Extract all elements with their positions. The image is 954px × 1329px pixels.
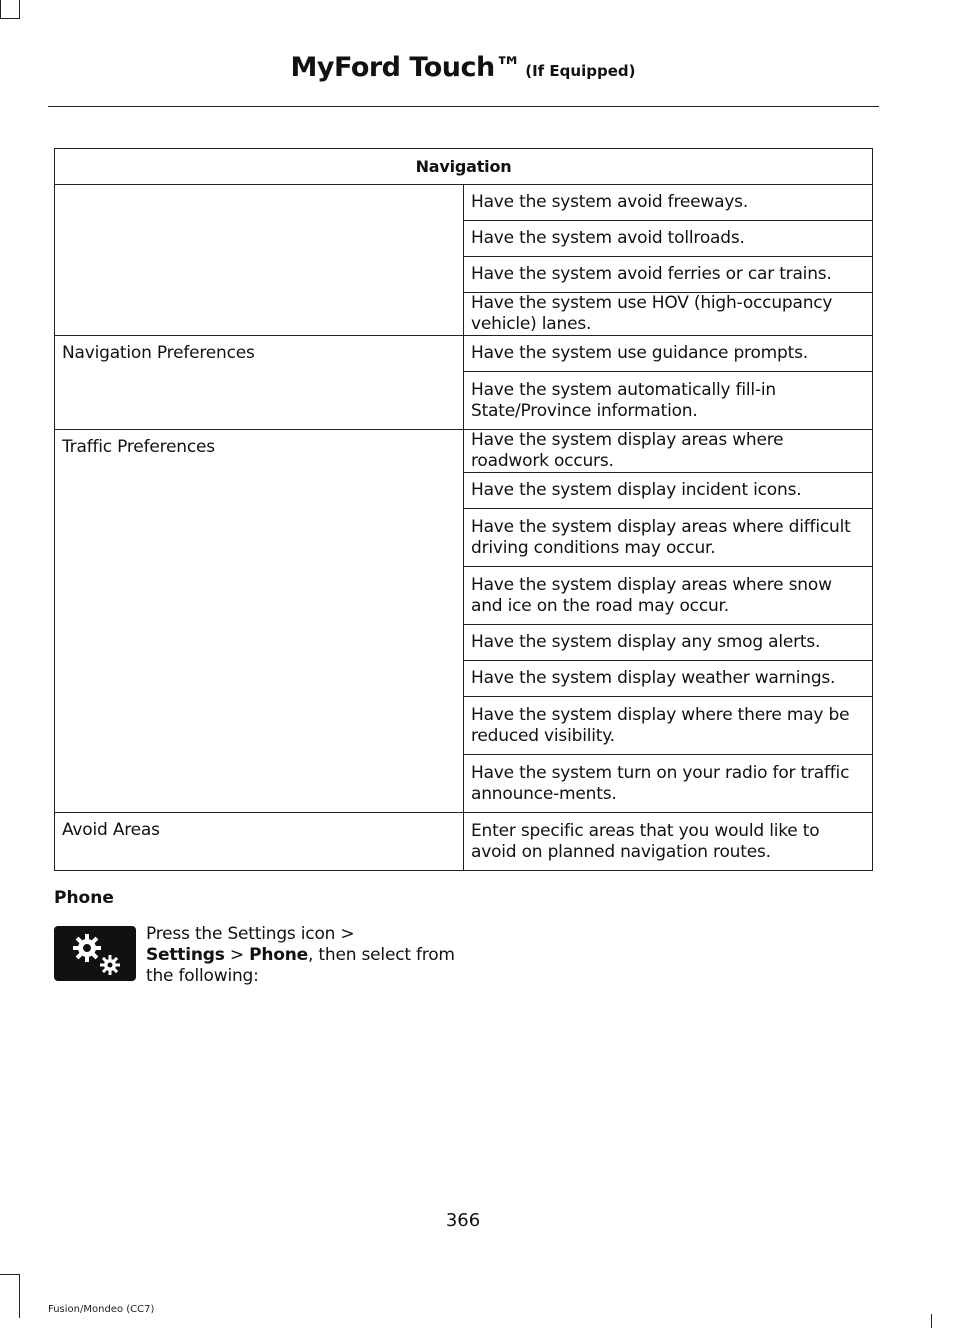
table-row bbox=[55, 430, 873, 473]
option-cell: Have the system automatically fill-in State/Province information. bbox=[464, 372, 873, 430]
option-cell: Have the system display areas where snow and ice on the road may occur. bbox=[464, 567, 873, 625]
option-cell: Have the system avoid tollroads. bbox=[464, 221, 873, 257]
option-cell: Have the system display any smog alerts. bbox=[464, 625, 873, 661]
header-title: MyFord Touch™ bbox=[290, 52, 522, 83]
crop-mark bbox=[0, 0, 1, 18]
settings-label: Settings bbox=[146, 945, 225, 965]
menu-separator: > bbox=[229, 945, 244, 965]
crop-mark bbox=[931, 1314, 932, 1328]
table-heading: Navigation bbox=[55, 149, 873, 185]
phone-instruction bbox=[146, 924, 466, 987]
instruction-prefix: Press the Settings icon > bbox=[146, 924, 355, 944]
table-row bbox=[55, 185, 873, 221]
category-cell: Traffic Preferences bbox=[55, 430, 464, 813]
option-cell: Have the system use guidance prompts. bbox=[464, 336, 873, 372]
option-cell: Have the system display weather warnings. bbox=[464, 661, 873, 697]
category-cell: Navigation Preferences bbox=[55, 336, 464, 430]
page-number: 366 bbox=[445, 1210, 481, 1231]
settings-gears-icon bbox=[54, 926, 136, 981]
page-header bbox=[0, 52, 926, 83]
header-subtitle: (If Equipped) bbox=[525, 62, 636, 80]
table-row bbox=[55, 813, 873, 871]
navigation-table bbox=[54, 148, 873, 871]
option-cell: Have the system avoid freeways. bbox=[464, 185, 873, 221]
option-cell: Have the system display where there may be reduced visibility. bbox=[464, 697, 873, 755]
crop-mark bbox=[0, 18, 20, 19]
option-cell: Have the system display incident icons. bbox=[464, 473, 873, 509]
footer-model: Fusion/Mondeo (CC7) bbox=[48, 1304, 155, 1315]
header-divider bbox=[48, 106, 879, 107]
option-cell: Have the system avoid ferries or car trains. bbox=[464, 257, 873, 293]
table-row bbox=[55, 336, 873, 372]
instruction-suffix: , then select from the following: bbox=[146, 945, 455, 986]
table-body bbox=[55, 185, 873, 871]
crop-mark bbox=[19, 0, 20, 19]
option-cell: Enter specific areas that you would like to avoid on planned navigation routes. bbox=[464, 813, 873, 871]
phone-section-title: Phone bbox=[54, 888, 114, 908]
category-cell: Avoid Areas bbox=[55, 813, 464, 871]
option-cell: Have the system use HOV (high-occupancy vehicle) lanes. bbox=[464, 293, 873, 336]
phone-label: Phone bbox=[249, 945, 309, 965]
crop-mark bbox=[0, 1274, 20, 1275]
category-cell bbox=[55, 185, 464, 336]
crop-mark bbox=[19, 1274, 20, 1318]
option-cell: Have the system display areas where difficult driving conditions may occur. bbox=[464, 509, 873, 567]
option-cell: Have the system display areas where roadwork occurs. bbox=[464, 430, 873, 473]
option-cell: Have the system turn on your radio for traffic announce-ments. bbox=[464, 755, 873, 813]
